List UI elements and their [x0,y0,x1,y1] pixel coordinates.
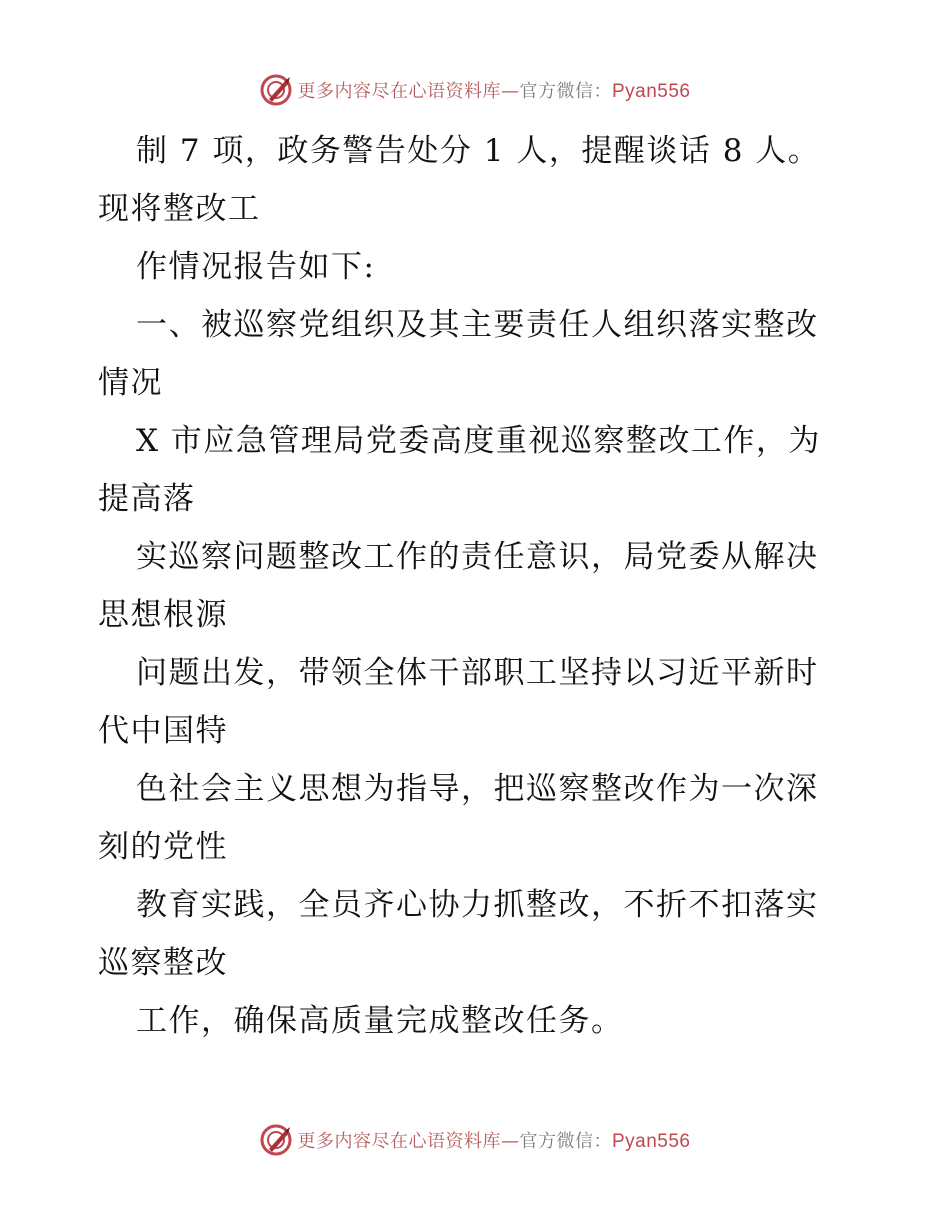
watermark-main-text: 更多内容尽在心语资料库— [297,1131,520,1152]
brand-logo-icon [259,1123,293,1157]
watermark-wechat-id: Pyan556 [611,1131,691,1152]
body-line: 代中国特 [98,713,228,749]
section-heading: 一、被巡察党组织及其主要责任人组织落实整改 [136,307,819,343]
watermark-wechat-id: Pyan556 [611,81,691,102]
body-line: X 市应急管理局党委高度重视巡察整改工作，为 [136,423,821,459]
body-line: 作情况报告如下: [136,249,376,285]
body-line: 现将整改工 [98,191,261,227]
watermark-wechat-label: 官方微信： [519,81,612,102]
brand-logo-icon [259,73,293,107]
watermark-wechat-label: 官方微信： [519,1131,612,1152]
footer-watermark-banner [0,1120,950,1160]
body-line: 思想根源 [98,597,228,633]
section-heading-continued: 情况 [98,365,163,401]
body-line: 刻的党性 [98,829,228,865]
watermark-text [297,1127,690,1153]
document-body [98,122,858,1050]
watermark-main-text: 更多内容尽在心语资料库— [297,81,520,102]
body-line: 提高落 [98,481,196,517]
watermark-text [297,77,690,103]
header-watermark-banner [0,70,950,110]
body-line: 制 7 项，政务警告处分 1 人，提醒谈话 8 人。 [136,133,821,169]
body-line: 教育实践，全员齐心协力抓整改，不折不扣落实 [136,887,819,923]
body-line: 巡察整改 [98,945,228,981]
body-line: 色社会主义思想为指导，把巡察整改作为一次深 [136,771,819,807]
body-line: 问题出发，带领全体干部职工坚持以习近平新时 [136,655,819,691]
body-line: 实巡察问题整改工作的责任意识，局党委从解决 [136,539,819,575]
body-line: 工作，确保高质量完成整改任务。 [136,1003,624,1039]
